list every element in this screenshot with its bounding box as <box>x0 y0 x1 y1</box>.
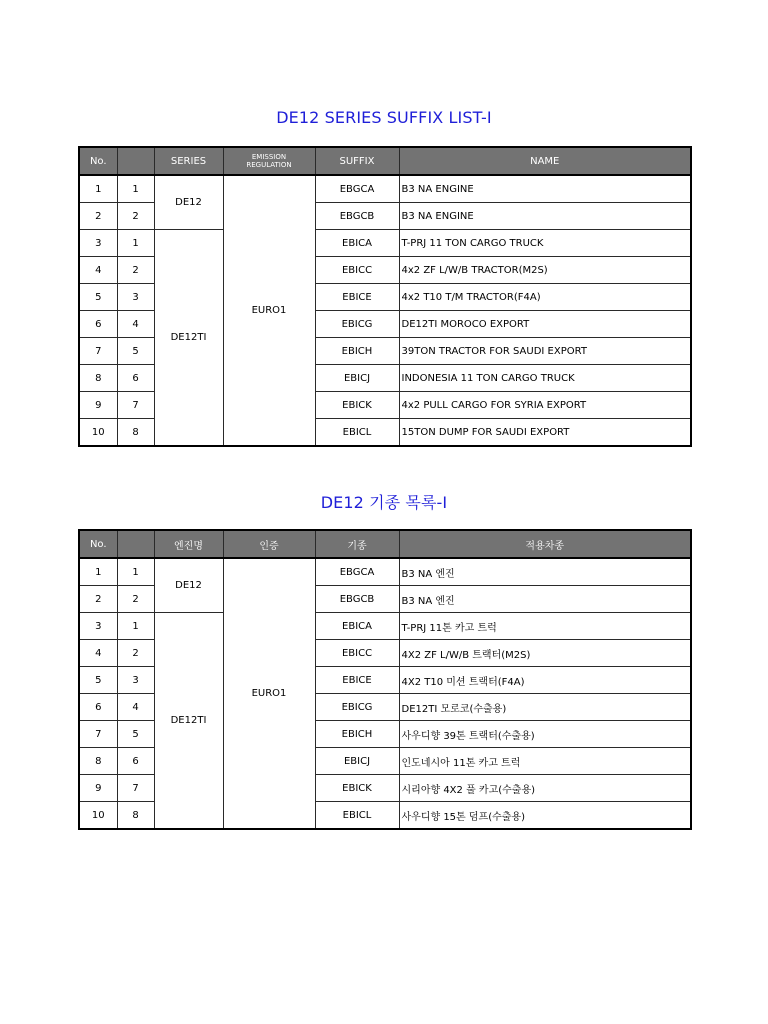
cell-name: 사우디향 15톤 덤프(수출용) <box>399 802 691 830</box>
cell-suffix: EBICK <box>315 392 399 419</box>
table-header-row <box>79 147 691 175</box>
cell-sub-no: 6 <box>117 365 154 392</box>
page-title-korean: DE12 기종 목록-I <box>320 493 448 512</box>
header-name: NAME <box>399 147 691 175</box>
cell-suffix: EBICC <box>315 257 399 284</box>
cell-suffix: EBGCB <box>315 586 399 613</box>
cell-suffix: EBICH <box>315 721 399 748</box>
cell-no: 8 <box>79 748 117 775</box>
cell-name: 시리아향 4X2 풀 카고(수출용) <box>399 775 691 802</box>
cell-no: 3 <box>79 613 117 640</box>
cell-name: 15TON DUMP FOR SAUDI EXPORT <box>399 419 691 447</box>
cell-name: T-PRJ 11톤 카고 트럭 <box>399 613 691 640</box>
cell-suffix: EBGCB <box>315 203 399 230</box>
cell-sub-no: 4 <box>117 311 154 338</box>
cell-name: DE12TI 모로코(수출용) <box>399 694 691 721</box>
cell-no: 6 <box>79 311 117 338</box>
header-series: SERIES <box>154 147 223 175</box>
cell-name: B3 NA 엔진 <box>399 586 691 613</box>
cell-sub-no: 1 <box>117 613 154 640</box>
table-row <box>79 613 691 640</box>
cell-no: 1 <box>79 558 117 586</box>
cell-suffix: EBICE <box>315 284 399 311</box>
cell-no: 7 <box>79 338 117 365</box>
cell-name: 4X2 T10 미션 트랙터(F4A) <box>399 667 691 694</box>
header-certification: 인증 <box>223 530 315 558</box>
cell-name: 인도네시아 11톤 카고 트럭 <box>399 748 691 775</box>
cell-name: 39TON TRACTOR FOR SAUDI EXPORT <box>399 338 691 365</box>
cell-name: 4x2 T10 T/M TRACTOR(F4A) <box>399 284 691 311</box>
cell-suffix: EBICJ <box>315 748 399 775</box>
cell-sub-no: 6 <box>117 748 154 775</box>
cell-suffix: EBICG <box>315 311 399 338</box>
cell-no: 1 <box>79 175 117 203</box>
cell-no: 5 <box>79 284 117 311</box>
cell-sub-no: 8 <box>117 419 154 447</box>
cell-suffix: EBICJ <box>315 365 399 392</box>
table-row <box>79 558 691 586</box>
cell-series-group: DE12 <box>154 175 223 230</box>
cell-name: 4x2 ZF L/W/B TRACTOR(M2S) <box>399 257 691 284</box>
header-no: No. <box>79 147 117 175</box>
cell-no: 2 <box>79 586 117 613</box>
cell-sub-no: 3 <box>117 667 154 694</box>
suffix-list-table-korean <box>78 529 692 830</box>
cell-suffix: EBICK <box>315 775 399 802</box>
header-no: No. <box>79 530 117 558</box>
cell-name: 4X2 ZF L/W/B 트랙터(M2S) <box>399 640 691 667</box>
cell-sub-no: 1 <box>117 558 154 586</box>
cell-sub-no: 1 <box>117 230 154 257</box>
cell-series-group: DE12TI <box>154 230 223 447</box>
cell-sub-no: 7 <box>117 775 154 802</box>
page-title-english: DE12 SERIES SUFFIX LIST-I <box>276 108 492 127</box>
table-header-row <box>79 530 691 558</box>
cell-sub-no: 5 <box>117 721 154 748</box>
cell-no: 8 <box>79 365 117 392</box>
cell-suffix: EBICE <box>315 667 399 694</box>
header-applied-vehicle: 적용차종 <box>399 530 691 558</box>
cell-sub-no: 5 <box>117 338 154 365</box>
cell-emission: EURO1 <box>223 558 315 829</box>
cell-sub-no: 7 <box>117 392 154 419</box>
header-emission-line1: EMISSION <box>251 153 287 161</box>
cell-suffix: EBICL <box>315 802 399 830</box>
cell-name: B3 NA ENGINE <box>399 175 691 203</box>
header-emission-line2: REGULATION <box>246 161 292 169</box>
cell-suffix: EBICA <box>315 230 399 257</box>
cell-series-group: DE12 <box>154 558 223 613</box>
cell-no: 5 <box>79 667 117 694</box>
cell-suffix: EBICG <box>315 694 399 721</box>
cell-name: B3 NA 엔진 <box>399 558 691 586</box>
cell-no: 2 <box>79 203 117 230</box>
table-row <box>79 175 691 203</box>
cell-series-group: DE12TI <box>154 613 223 830</box>
cell-sub-no: 8 <box>117 802 154 830</box>
cell-sub-no: 2 <box>117 586 154 613</box>
cell-emission: EURO1 <box>223 175 315 446</box>
cell-name: INDONESIA 11 TON CARGO TRUCK <box>399 365 691 392</box>
cell-no: 10 <box>79 419 117 447</box>
cell-no: 9 <box>79 392 117 419</box>
header-model: 기종 <box>315 530 399 558</box>
cell-suffix: EBGCA <box>315 175 399 203</box>
cell-name: T-PRJ 11 TON CARGO TRUCK <box>399 230 691 257</box>
cell-no: 7 <box>79 721 117 748</box>
cell-suffix: EBGCA <box>315 558 399 586</box>
cell-suffix: EBICL <box>315 419 399 447</box>
cell-no: 4 <box>79 257 117 284</box>
header-sub-no <box>117 530 154 558</box>
table-row <box>79 230 691 257</box>
cell-suffix: EBICH <box>315 338 399 365</box>
cell-no: 3 <box>79 230 117 257</box>
suffix-list-table-english <box>78 146 692 447</box>
header-suffix: SUFFIX <box>315 147 399 175</box>
cell-name: 사우디향 39톤 트랙터(수출용) <box>399 721 691 748</box>
header-engine-name: 엔진명 <box>154 530 223 558</box>
cell-name: 4x2 PULL CARGO FOR SYRIA EXPORT <box>399 392 691 419</box>
cell-suffix: EBICC <box>315 640 399 667</box>
header-emission-regulation <box>223 147 315 175</box>
cell-sub-no: 4 <box>117 694 154 721</box>
cell-no: 4 <box>79 640 117 667</box>
cell-sub-no: 2 <box>117 203 154 230</box>
cell-suffix: EBICA <box>315 613 399 640</box>
header-sub-no <box>117 147 154 175</box>
cell-sub-no: 1 <box>117 175 154 203</box>
cell-sub-no: 2 <box>117 257 154 284</box>
cell-no: 10 <box>79 802 117 830</box>
cell-sub-no: 3 <box>117 284 154 311</box>
cell-no: 6 <box>79 694 117 721</box>
cell-no: 9 <box>79 775 117 802</box>
cell-name: DE12TI MOROCO EXPORT <box>399 311 691 338</box>
cell-name: B3 NA ENGINE <box>399 203 691 230</box>
cell-sub-no: 2 <box>117 640 154 667</box>
